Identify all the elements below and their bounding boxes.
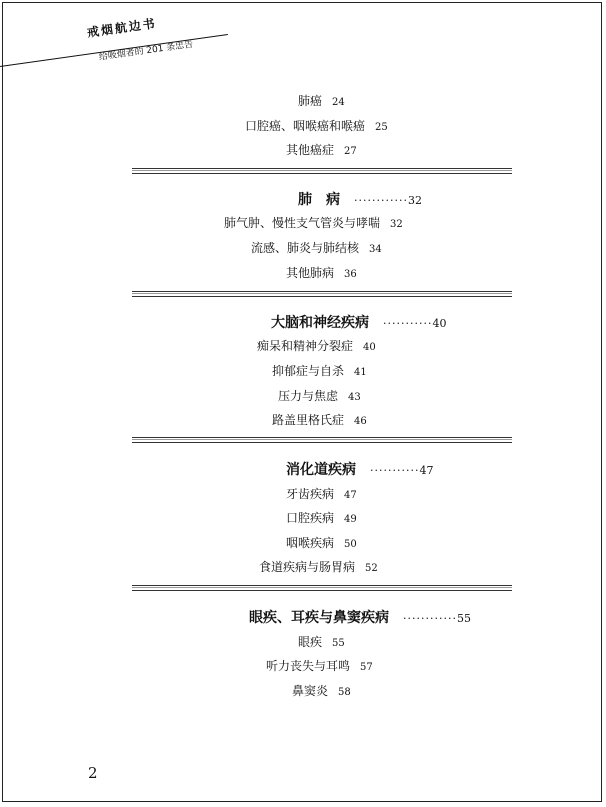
leader-dots: ············ [354, 194, 408, 207]
toc-entry-label: 食道疾病与肠胃病 [259, 560, 356, 574]
section-title: 眼疾、耳疾与鼻窦疾病 [249, 610, 389, 626]
section-page: 47 [419, 464, 434, 477]
section-page: 55 [456, 612, 471, 625]
toc-entry-page: 58 [338, 687, 351, 698]
toc-entry [251, 239, 382, 256]
toc-entry-label: 其他肺病 [286, 266, 335, 280]
toc-entry [259, 558, 378, 575]
toc-entry-label: 眼疾 [298, 635, 323, 649]
section-divider [132, 585, 512, 591]
section-page: 32 [407, 194, 422, 207]
section-heading [286, 459, 433, 479]
toc-entry [272, 411, 367, 428]
toc-entry-label: 肺气肿、慢性支气管炎与哮喘 [224, 216, 381, 230]
toc-entry-page: 34 [369, 244, 382, 255]
toc-entry-page: 24 [332, 97, 345, 108]
toc-entry [286, 485, 357, 502]
section-page: 40 [432, 317, 447, 330]
toc-entry [245, 117, 388, 134]
toc-entry-label: 口腔癌、咽喉癌和喉癌 [245, 119, 366, 133]
toc-entry-label: 牙齿疾病 [286, 487, 335, 501]
toc-entry-page: 41 [354, 367, 367, 378]
section-title: 大脑和神经疾病 [271, 315, 369, 331]
toc-entry-page: 47 [344, 490, 357, 501]
toc-entry-page: 32 [390, 219, 403, 230]
toc-entry [292, 682, 351, 699]
toc-entry-page: 49 [344, 514, 357, 525]
toc-entry-page: 52 [365, 563, 378, 574]
toc-entry-page: 50 [344, 539, 357, 550]
toc-entry-label: 压力与焦虑 [278, 389, 339, 403]
toc-entry-page: 25 [375, 122, 388, 133]
toc-entry [298, 92, 345, 109]
toc-entry [286, 264, 357, 281]
section-heading [298, 189, 422, 209]
toc-entry [286, 534, 357, 551]
section-divider [132, 437, 512, 443]
section-heading [249, 607, 471, 627]
toc-entry-label: 痴呆和精神分裂症 [257, 339, 354, 353]
toc-entry-label: 抑郁症与自杀 [272, 364, 345, 378]
toc-entry-page: 46 [354, 416, 367, 427]
toc-entry [224, 214, 403, 231]
toc-entry-page: 36 [344, 269, 357, 280]
toc-entry-label: 咽喉疾病 [286, 536, 335, 550]
toc-entry-page: 27 [344, 146, 357, 157]
book-title: 戒烟航边书 [86, 16, 158, 40]
toc-entry-label: 路盖里格氏症 [272, 413, 345, 427]
toc-entry [298, 633, 345, 650]
toc-entry-label: 口腔疾病 [286, 511, 335, 525]
toc-entry-label: 鼻窦炎 [292, 684, 329, 698]
toc-entry-page: 57 [360, 662, 373, 673]
toc-entry-label: 其他癌症 [286, 143, 335, 157]
leader-dots: ··········· [383, 317, 433, 330]
toc-entry-page: 43 [348, 392, 361, 403]
toc-entry-label: 肺癌 [298, 94, 323, 108]
toc-entry [257, 337, 376, 354]
section-title: 消化道疾病 [286, 462, 356, 478]
page-number: 2 [88, 764, 98, 782]
toc-entry-label: 听力丧失与耳鸣 [266, 659, 351, 673]
toc-entry [286, 509, 357, 526]
toc-entry-label: 流感、肺炎与肺结核 [251, 241, 360, 255]
toc-entry [286, 141, 357, 158]
leader-dots: ············ [403, 612, 457, 625]
toc-entry-page: 55 [332, 638, 345, 649]
section-divider [132, 168, 512, 174]
toc-entry [272, 362, 367, 379]
section-heading [271, 312, 446, 332]
section-divider [132, 291, 512, 297]
running-header [0, 0, 300, 80]
section-title: 肺 病 [298, 192, 340, 208]
leader-dots: ··········· [370, 464, 420, 477]
book-subtitle: 给吸烟者的 201 条忠告 [98, 39, 194, 63]
toc-entry-page: 40 [363, 342, 376, 353]
header-rule [0, 34, 228, 67]
toc-entry [266, 657, 373, 674]
toc-entry [278, 387, 361, 404]
